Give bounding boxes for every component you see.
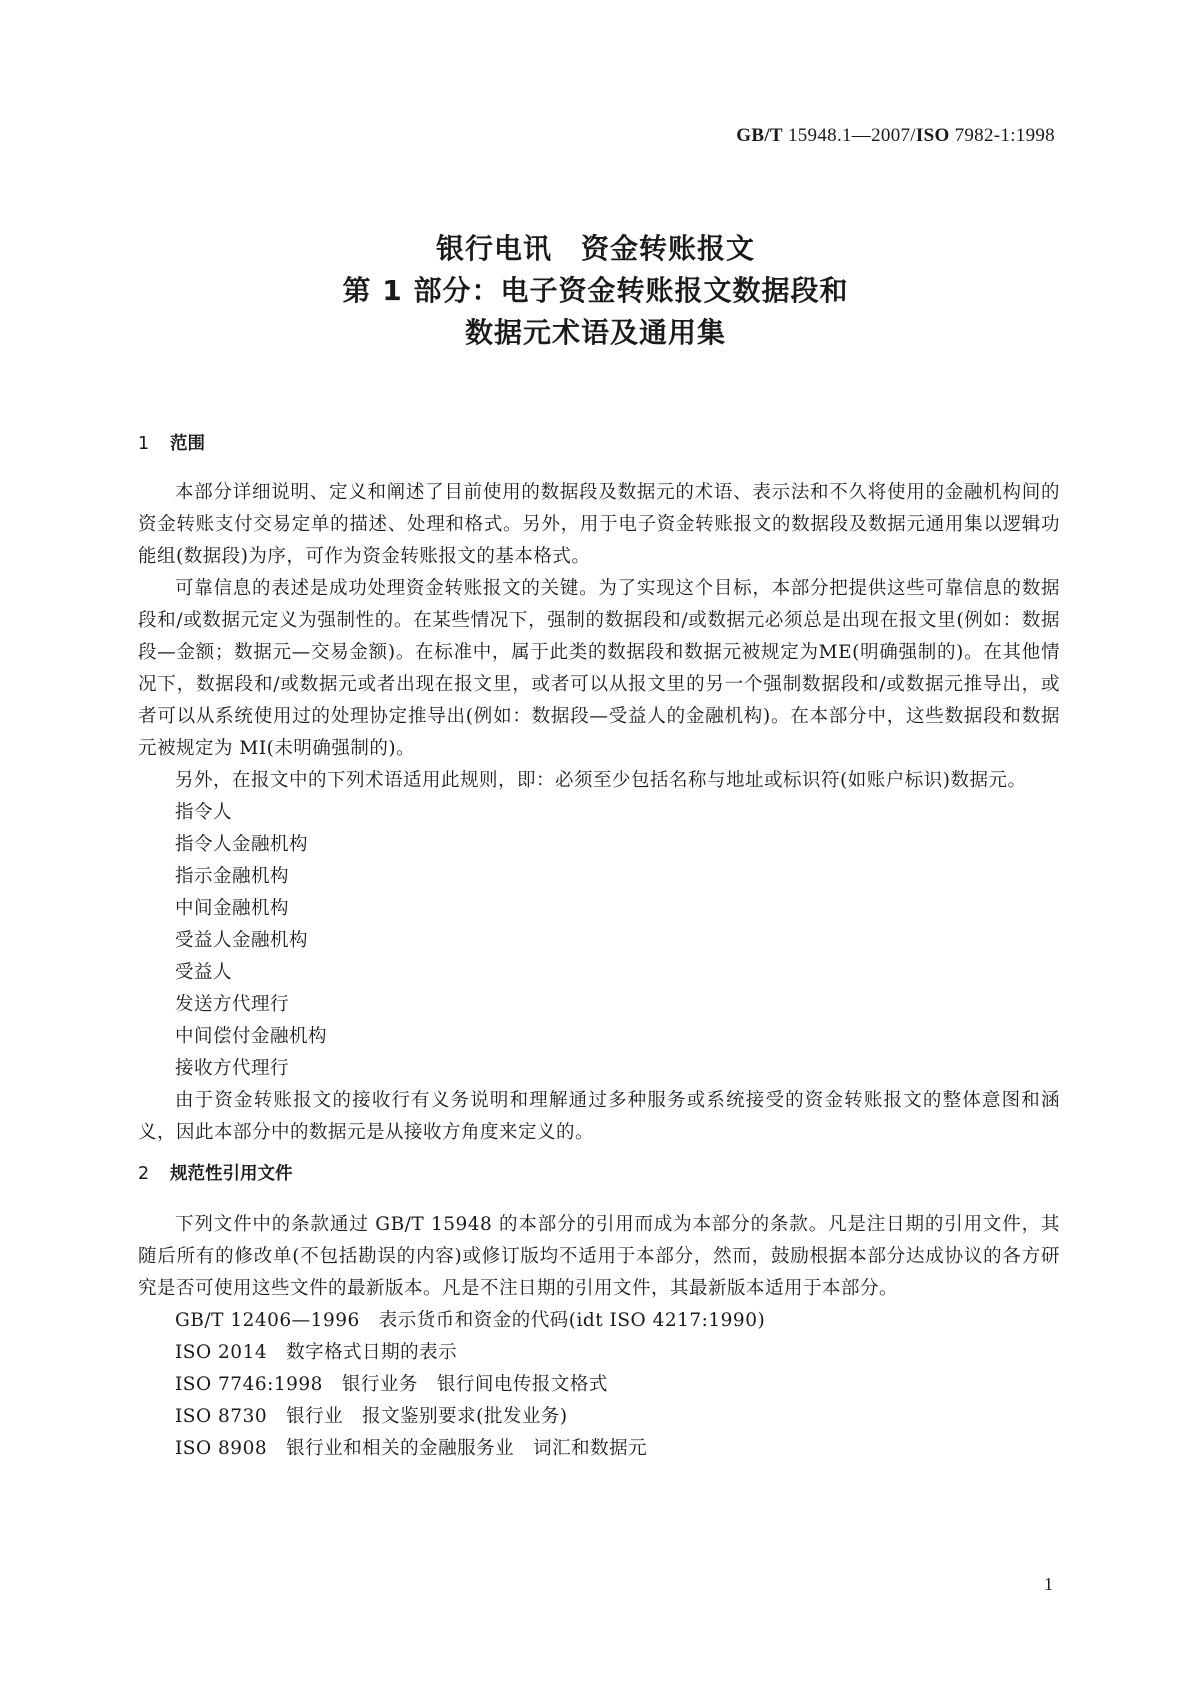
term-item: 指令人 <box>175 802 233 823</box>
page-number: 1 <box>1044 1574 1053 1594</box>
standard-code-part: ISO <box>915 125 950 146</box>
title-line-3: 数据元术语及通用集 <box>464 316 726 349</box>
reference-list <box>138 1305 1060 1465</box>
document-title <box>0 228 1191 354</box>
paragraph: 可靠信息的表述是成功处理资金转账报文的关键。为了实现这个目标，本部分把提供这些可靠信息的数据段和/或数据元定义为强制性的。在某些情况下，强制的数据段和/或数据元必须总是出现在报文里(例如：数据段—金额；数据元—交易金额)。在标准中，属于此类的数据段和数据元被规定为ME(明确强制的)。在其他情况下，数据段和/或数据元或者出现在报文里，或者可以从报文里的另一个强制数据段和/或数据元推导出，或者可以从系统使用过的处理协定推导出(例如：数据段—受益人的金融机构)。在本部分中，这些数据段和数据元被规定为 MI(未明确强制的)。 <box>138 578 1060 759</box>
spacer <box>138 1149 1060 1157</box>
document-body <box>138 427 1060 1465</box>
standard-code-header <box>736 125 1055 147</box>
reference-item: ISO 2014 数字格式日期的表示 <box>175 1342 458 1363</box>
term-item: 中间金融机构 <box>175 898 290 919</box>
term-item: 接收方代理行 <box>175 1058 290 1079</box>
title-line-2: 第 1 部分：电子资金转账报文数据段和 <box>342 274 849 307</box>
paragraph: 另外，在报文中的下列术语适用此规则，即：必须至少包括名称与地址或标识符(如账户标识)数据元。 <box>175 770 1027 791</box>
term-item: 指令人金融机构 <box>175 834 309 855</box>
reference-item: ISO 8730 银行业 报文鉴别要求(批发业务) <box>175 1406 568 1427</box>
standard-code-part: 7982-1:1998 <box>949 125 1055 146</box>
section-title: 范围 <box>170 434 205 454</box>
paragraph: 本部分详细说明、定义和阐述了目前使用的数据段及数据元的术语、表示法和不久将使用的金融机构间的资金转账支付交易定单的描述、处理和格式。另外，用于电子资金转账报文的数据段及数据元通用集以逻辑功能组(数据段)为序，可作为资金转账报文的基本格式。 <box>138 482 1060 567</box>
section-title: 规范性引用文件 <box>170 1164 293 1184</box>
paragraph: 由于资金转账报文的接收行有义务说明和理解通过多种服务或系统接受的资金转账报文的整体意图和涵义，因此本部分中的数据元是从接收方角度来定义的。 <box>138 1090 1060 1143</box>
title-line-1: 银行电讯 资金转账报文 <box>435 232 755 265</box>
spacer <box>138 1191 1060 1209</box>
section-number: 1 <box>138 434 150 454</box>
section-heading-normative-references <box>138 1157 1060 1191</box>
standard-code-part: 15948.1—2007/ <box>782 125 916 146</box>
reference-item: ISO 8908 银行业和相关的金融服务业 词汇和数据元 <box>175 1438 648 1459</box>
section-number: 2 <box>138 1164 150 1184</box>
term-list <box>138 797 1060 1085</box>
reference-item: ISO 7746:1998 银行业务 银行间电传报文格式 <box>175 1374 608 1395</box>
term-item: 中间偿付金融机构 <box>175 1026 328 1047</box>
standard-code-part: GB/T <box>736 125 783 146</box>
section-heading-scope <box>138 427 1060 461</box>
term-item: 受益人 <box>175 962 233 983</box>
term-item: 指示金融机构 <box>175 866 290 887</box>
paragraph: 下列文件中的条款通过 GB/T 15948 的本部分的引用而成为本部分的条款。凡是注日期的引用文件，其随后所有的修改单(不包括勘误的内容)或修订版均不适用于本部分，然而，鼓励根据本部分达成协议的各方研究是否可使用这些文件的最新版本。凡是不注日期的引用文件，其最新版本适用于本部分。 <box>138 1214 1060 1299</box>
reference-item: GB/T 12406—1996 表示货币和资金的代码(idt ISO 4217:1990) <box>175 1310 766 1331</box>
term-item: 受益人金融机构 <box>175 930 309 951</box>
term-item: 发送方代理行 <box>175 994 290 1015</box>
spacer <box>138 461 1060 477</box>
